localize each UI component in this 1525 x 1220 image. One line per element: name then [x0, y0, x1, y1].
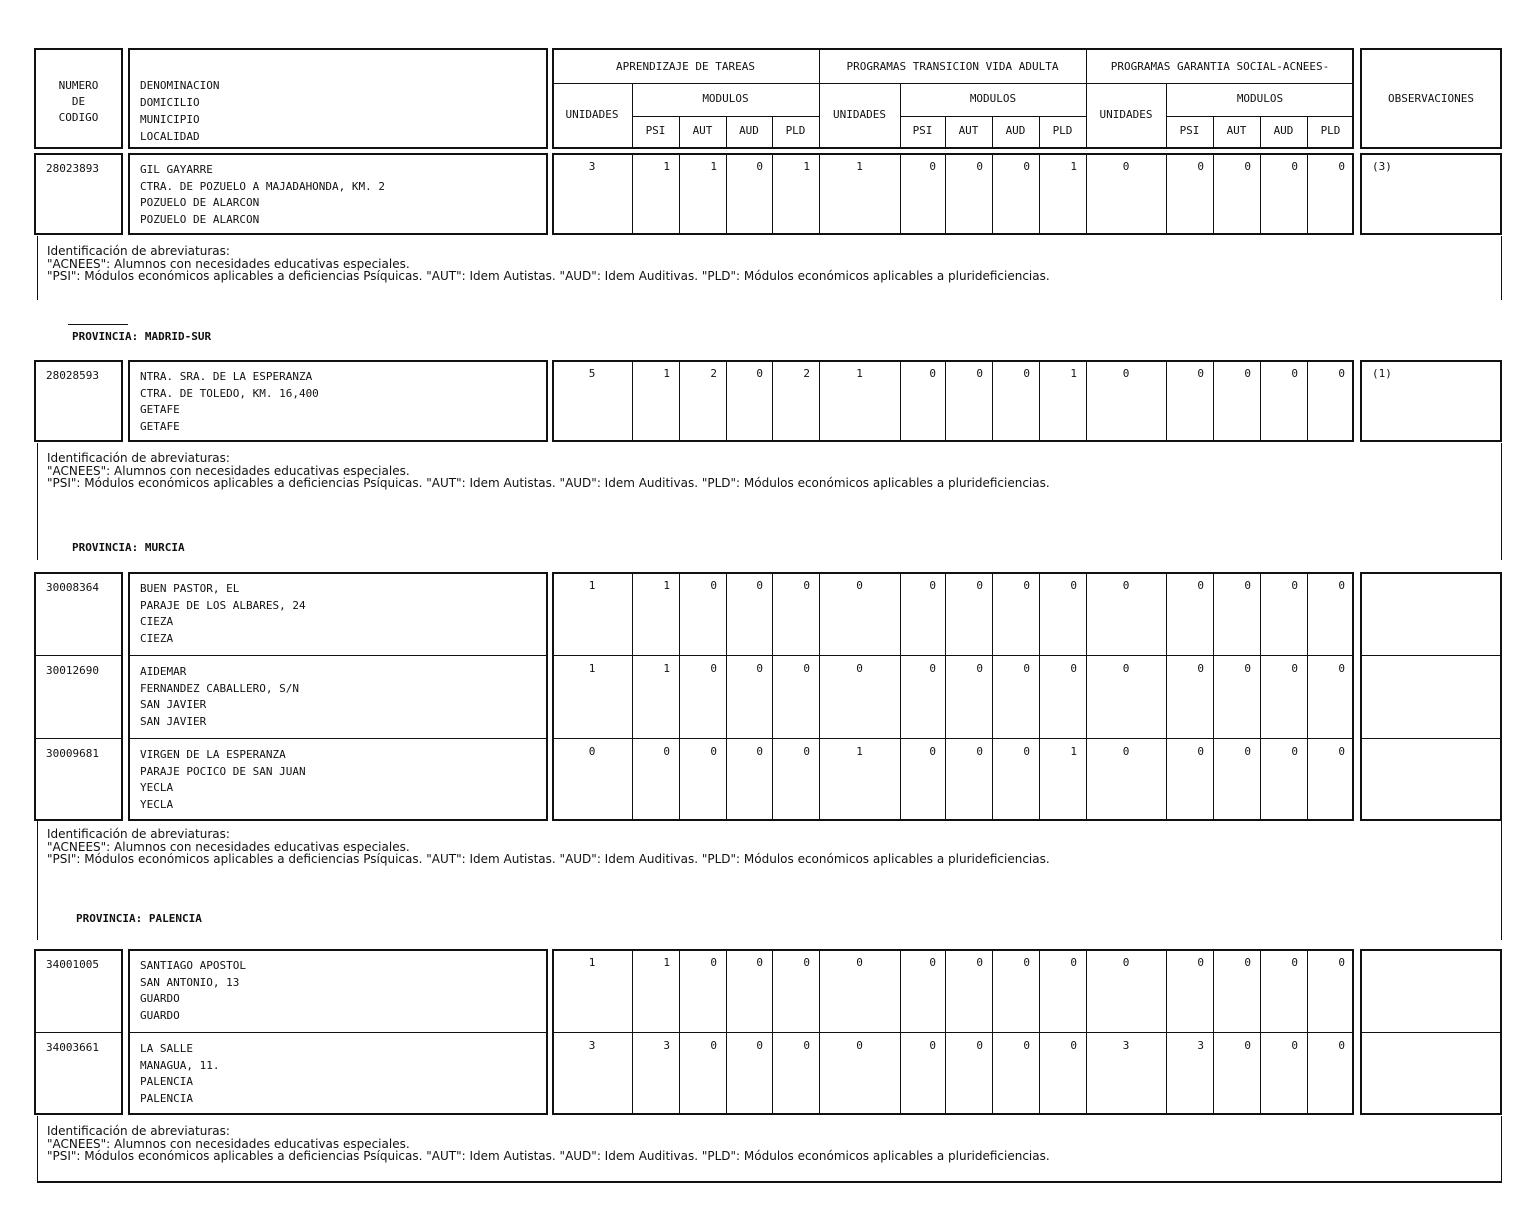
abbreviations-line1: "ACNEES": Alumnos con necesidades educativas especiales.	[47, 1136, 410, 1151]
center-code: 28028593	[46, 369, 99, 382]
value-unidades: 0	[588, 745, 596, 758]
value-unidades: 1	[588, 579, 596, 592]
row-separator	[552, 655, 1354, 656]
sub-label-pld: PLD	[785, 124, 806, 137]
center-municipio: GUARDO	[140, 992, 180, 1005]
observaciones-label: OBSERVACIONES	[1387, 92, 1475, 105]
value-unidades: 0	[1122, 956, 1130, 969]
value-modulo: 0	[1197, 662, 1204, 675]
header-name-label: LOCALIDAD	[140, 130, 200, 143]
value-modulo: 1	[663, 367, 670, 380]
modulos-label: MODULOS	[1236, 92, 1284, 105]
group-divider	[819, 572, 820, 821]
abbreviations-line1: "ACNEES": Alumnos con necesidades educativas especiales.	[47, 256, 410, 271]
value-modulo: 1	[663, 662, 670, 675]
value-modulo: 0	[1197, 160, 1204, 173]
center-denominacion: AIDEMAR	[140, 665, 187, 678]
value-modulo: 0	[1244, 579, 1251, 592]
center-municipio: YECLA	[140, 781, 174, 794]
value-modulo: 0	[710, 956, 717, 969]
value-modulo: 0	[1291, 160, 1298, 173]
value-modulo: 0	[663, 745, 670, 758]
value-modulo: 0	[1023, 367, 1030, 380]
center-municipio: GETAFE	[140, 403, 180, 416]
abbreviations-box	[37, 443, 1502, 560]
value-modulo: 0	[1338, 662, 1345, 675]
value-modulo: 0	[756, 1039, 763, 1052]
value-modulo: 1	[803, 160, 810, 173]
value-modulo: 0	[976, 956, 983, 969]
value-modulo: 0	[1197, 579, 1204, 592]
observacion-note: (3)	[1372, 160, 1392, 173]
modulos-label: MODULOS	[969, 92, 1017, 105]
value-modulo: 0	[1197, 956, 1204, 969]
value-unidades: 3	[1122, 1039, 1130, 1052]
group-title-garantia: PROGRAMAS GARANTIA SOCIAL-ACNEES-	[1110, 60, 1330, 73]
value-modulo: 0	[1338, 367, 1345, 380]
row-separator	[128, 1032, 548, 1033]
value-divider	[1213, 572, 1214, 821]
value-modulo: 3	[1197, 1039, 1204, 1052]
value-unidades: 0	[856, 1039, 863, 1052]
value-modulo: 0	[1023, 956, 1030, 969]
value-divider	[992, 572, 993, 821]
sub-label-aud: AUD	[739, 124, 759, 137]
header-code-label: DE	[71, 95, 86, 108]
value-modulo: 0	[1338, 1039, 1345, 1052]
value-unidades: 5	[588, 367, 596, 380]
value-modulo: 0	[1244, 160, 1251, 173]
value-modulo: 0	[803, 1039, 810, 1052]
header-name-label: MUNICIPIO	[140, 113, 200, 126]
center-municipio: POZUELO DE ALARCON	[140, 196, 260, 209]
value-modulo: 0	[929, 662, 936, 675]
value-modulo: 0	[1070, 579, 1077, 592]
row-separator	[1360, 738, 1502, 739]
sub-label-aut: AUT	[692, 124, 713, 137]
value-modulo: 0	[1023, 1039, 1030, 1052]
sub-label-aud: AUD	[1273, 124, 1294, 137]
numeric-column-box	[552, 572, 1354, 821]
center-municipio: CIEZA	[140, 615, 174, 628]
header-name-label: DOMICILIO	[140, 96, 200, 109]
center-localidad: CIEZA	[140, 631, 174, 645]
sub-label-aud: AUD	[1005, 124, 1026, 137]
value-modulo: 0	[1023, 662, 1030, 675]
value-modulo: 0	[1244, 367, 1251, 380]
value-modulo: 3	[663, 1039, 670, 1052]
row-separator	[34, 738, 123, 739]
value-unidades: 3	[588, 1039, 596, 1052]
value-modulo: 0	[803, 662, 810, 675]
abbreviations-line2: "PSI": Módulos económicos aplicables a deficiencias Psíquicas. "AUT": Idem Autistas. "AUD": Idem Auditivas. "PLD": Módulos económicos aplicables a plurideficiencias.	[47, 852, 1050, 866]
value-modulo: 0	[1023, 579, 1030, 592]
center-denominacion: GIL GAYARRE	[140, 163, 213, 176]
value-modulo: 0	[976, 662, 983, 675]
value-modulo: 0	[1023, 160, 1030, 173]
province-heading: PROVINCIA: MURCIA	[72, 541, 185, 554]
value-divider	[679, 572, 680, 821]
center-code: 34003661	[46, 1041, 99, 1054]
center-denominacion: VIRGEN DE LA ESPERANZA	[140, 748, 286, 761]
observacion-note: (1)	[1372, 367, 1392, 380]
value-unidades: 0	[856, 956, 863, 969]
value-modulo: 0	[803, 956, 810, 969]
value-modulo: 0	[1291, 956, 1298, 969]
value-modulo: 0	[1070, 956, 1077, 969]
value-modulo: 1	[663, 956, 670, 969]
value-modulo: 0	[1291, 367, 1298, 380]
value-divider	[1307, 572, 1308, 821]
value-unidades: 3	[588, 160, 596, 173]
value-modulo: 0	[1244, 956, 1251, 969]
value-modulo: 0	[756, 160, 763, 173]
center-code: 30012690	[46, 664, 99, 677]
value-modulo: 0	[756, 956, 763, 969]
unidades-label: UNIDADES	[565, 108, 619, 121]
observaciones-column-box	[1360, 572, 1502, 821]
center-domicilio: CTRA. DE POZUELO A MAJADAHONDA, KM. 2	[140, 179, 386, 193]
value-divider	[1260, 572, 1261, 821]
value-modulo: 0	[1338, 160, 1345, 173]
province-heading: PROVINCIA: PALENCIA	[76, 912, 202, 925]
value-modulo: 1	[663, 160, 670, 173]
value-modulo: 0	[710, 579, 717, 592]
value-modulo: 0	[976, 579, 983, 592]
value-unidades: 0	[856, 579, 863, 592]
value-modulo: 0	[929, 160, 936, 173]
center-localidad: GETAFE	[140, 419, 180, 433]
center-localidad: GUARDO	[140, 1008, 180, 1022]
value-modulo: 0	[756, 367, 763, 380]
header-name-label: DENOMINACION	[140, 79, 220, 92]
abbreviations-title: Identificación de abreviaturas:	[47, 244, 230, 258]
value-modulo: 0	[1291, 1039, 1298, 1052]
value-modulo: 0	[929, 1039, 936, 1052]
value-modulo: 0	[1338, 956, 1345, 969]
center-localidad: YECLA	[140, 797, 174, 811]
center-domicilio: PARAJE POCICO DE SAN JUAN	[140, 764, 306, 778]
value-modulo: 0	[710, 662, 717, 675]
value-modulo: 0	[1197, 745, 1204, 758]
value-modulo: 0	[1291, 662, 1298, 675]
value-modulo: 1	[710, 160, 717, 173]
value-modulo: 0	[929, 579, 936, 592]
unidades-label: UNIDADES	[1099, 108, 1153, 121]
value-unidades: 0	[1122, 367, 1130, 380]
center-code: 30008364	[46, 581, 99, 594]
abbreviations-line2: "PSI": Módulos económicos aplicables a deficiencias Psíquicas. "AUT": Idem Autistas. "AUD": Idem Auditivas. "PLD": Módulos económicos aplicables a plurideficiencias.	[47, 1149, 1050, 1163]
value-divider	[945, 572, 946, 821]
value-divider	[772, 572, 773, 821]
value-divider	[632, 572, 633, 821]
header-code-label: NUMERO	[58, 79, 99, 92]
value-modulo: 0	[1023, 745, 1030, 758]
value-modulo: 2	[710, 367, 717, 380]
value-modulo: 0	[803, 579, 810, 592]
group-title-aprendizaje: APRENDIZAJE DE TAREAS	[615, 60, 756, 73]
group-divider	[1086, 572, 1087, 821]
value-unidades: 0	[1122, 579, 1130, 592]
unidades-label: UNIDADES	[833, 108, 886, 121]
value-unidades: 1	[856, 160, 863, 173]
value-modulo: 1	[1070, 367, 1077, 380]
row-separator	[128, 738, 548, 739]
center-localidad: POZUELO DE ALARCON	[140, 212, 260, 226]
value-modulo: 0	[756, 745, 763, 758]
center-municipio: PALENCIA	[140, 1075, 193, 1088]
value-modulo: 1	[1070, 160, 1077, 173]
center-denominacion: NTRA. SRA. DE LA ESPERANZA	[140, 370, 313, 383]
abbreviations-title: Identificación de abreviaturas:	[47, 451, 230, 465]
value-divider	[1039, 572, 1040, 821]
center-denominacion: BUEN PASTOR, EL	[140, 582, 240, 595]
value-unidades: 1	[856, 745, 863, 758]
sub-label-psi: PSI	[645, 124, 666, 137]
value-modulo: 0	[1338, 745, 1345, 758]
abbreviations-title: Identificación de abreviaturas:	[47, 1124, 230, 1138]
value-modulo: 0	[1291, 745, 1298, 758]
decorative-rule	[68, 324, 128, 325]
value-modulo: 0	[1070, 1039, 1077, 1052]
center-domicilio: MANAGUA, 11.	[140, 1058, 220, 1072]
modulos-rule	[900, 116, 1086, 117]
abbreviations-box	[37, 819, 1502, 940]
value-divider	[726, 572, 727, 821]
value-unidades: 1	[856, 367, 863, 380]
abbreviations-title: Identificación de abreviaturas:	[47, 827, 230, 841]
value-unidades: 0	[1122, 160, 1130, 173]
center-code: 30009681	[46, 747, 99, 760]
value-modulo: 0	[1244, 745, 1251, 758]
value-divider	[900, 572, 901, 821]
sub-label-aut: AUT	[958, 124, 979, 137]
center-localidad: SAN JAVIER	[140, 714, 207, 728]
sub-label-psi: PSI	[912, 124, 933, 137]
value-modulo: 1	[1070, 745, 1077, 758]
value-modulo: 0	[710, 745, 717, 758]
value-modulo: 0	[1244, 662, 1251, 675]
value-modulo: 0	[756, 662, 763, 675]
center-domicilio: CTRA. DE TOLEDO, KM. 16,400	[140, 386, 319, 400]
province-heading: PROVINCIA: MADRID-SUR	[72, 330, 212, 343]
value-modulo: 0	[929, 367, 936, 380]
abbreviations-line2: "PSI": Módulos económicos aplicables a deficiencias Psíquicas. "AUT": Idem Autistas. "AUD": Idem Auditivas. "PLD": Módulos económicos aplicables a plurideficiencias.	[47, 476, 1050, 490]
value-divider	[1166, 572, 1167, 821]
header-code-label: CODIGO	[58, 111, 99, 124]
row-separator	[34, 655, 123, 656]
value-unidades: 1	[588, 956, 596, 969]
sub-label-pld: PLD	[1052, 124, 1073, 137]
center-denominacion: SANTIAGO APOSTOL	[140, 959, 246, 972]
center-localidad: PALENCIA	[140, 1091, 193, 1105]
abbreviations-line1: "ACNEES": Alumnos con necesidades educativas especiales.	[47, 839, 410, 854]
group-title-rule	[552, 83, 1354, 84]
value-modulo: 0	[803, 745, 810, 758]
center-code: 34001005	[46, 958, 99, 971]
value-modulo: 0	[710, 1039, 717, 1052]
value-modulo: 0	[976, 745, 983, 758]
abbreviations-line2: "PSI": Módulos económicos aplicables a deficiencias Psíquicas. "AUT": Idem Autistas. "AUD": Idem Auditivas. "PLD": Módulos económicos aplicables a plurideficiencias.	[47, 269, 1050, 283]
value-modulo: 0	[976, 160, 983, 173]
code-column-box	[34, 572, 123, 821]
value-modulo: 0	[929, 745, 936, 758]
value-unidades: 0	[1122, 662, 1130, 675]
value-modulo: 0	[1338, 579, 1345, 592]
value-modulo: 0	[1244, 1039, 1251, 1052]
value-modulo: 2	[803, 367, 810, 380]
center-denominacion: LA SALLE	[140, 1042, 193, 1055]
center-domicilio: FERNANDEZ CABALLERO, S/N	[140, 681, 299, 695]
center-domicilio: PARAJE DE LOS ALBARES, 24	[140, 598, 306, 612]
row-separator	[1360, 655, 1502, 656]
sub-label-psi: PSI	[1179, 124, 1200, 137]
center-code: 28023893	[46, 162, 99, 175]
sub-label-pld: PLD	[1320, 124, 1341, 137]
value-modulo: 0	[1070, 662, 1077, 675]
value-modulo: 0	[976, 367, 983, 380]
value-unidades: 0	[856, 662, 863, 675]
value-unidades: 0	[1122, 745, 1130, 758]
value-unidades: 1	[588, 662, 596, 675]
value-modulo: 0	[1197, 367, 1204, 380]
value-modulo: 1	[663, 579, 670, 592]
value-modulo: 0	[1291, 579, 1298, 592]
value-modulo: 0	[756, 579, 763, 592]
row-separator	[552, 738, 1354, 739]
row-separator	[128, 655, 548, 656]
row-separator	[552, 1032, 1354, 1033]
value-modulo: 0	[929, 956, 936, 969]
modulos-label: MODULOS	[702, 92, 749, 105]
group-title-transicion: PROGRAMAS TRANSICION VIDA ADULTA	[846, 60, 1059, 73]
abbreviations-line1: "ACNEES": Alumnos con necesidades educativas especiales.	[47, 463, 410, 478]
center-domicilio: SAN ANTONIO, 13	[140, 975, 240, 989]
sub-label-aut: AUT	[1226, 124, 1247, 137]
center-municipio: SAN JAVIER	[140, 698, 207, 711]
row-separator	[34, 1032, 123, 1033]
row-separator	[1360, 1032, 1502, 1033]
value-modulo: 0	[976, 1039, 983, 1052]
